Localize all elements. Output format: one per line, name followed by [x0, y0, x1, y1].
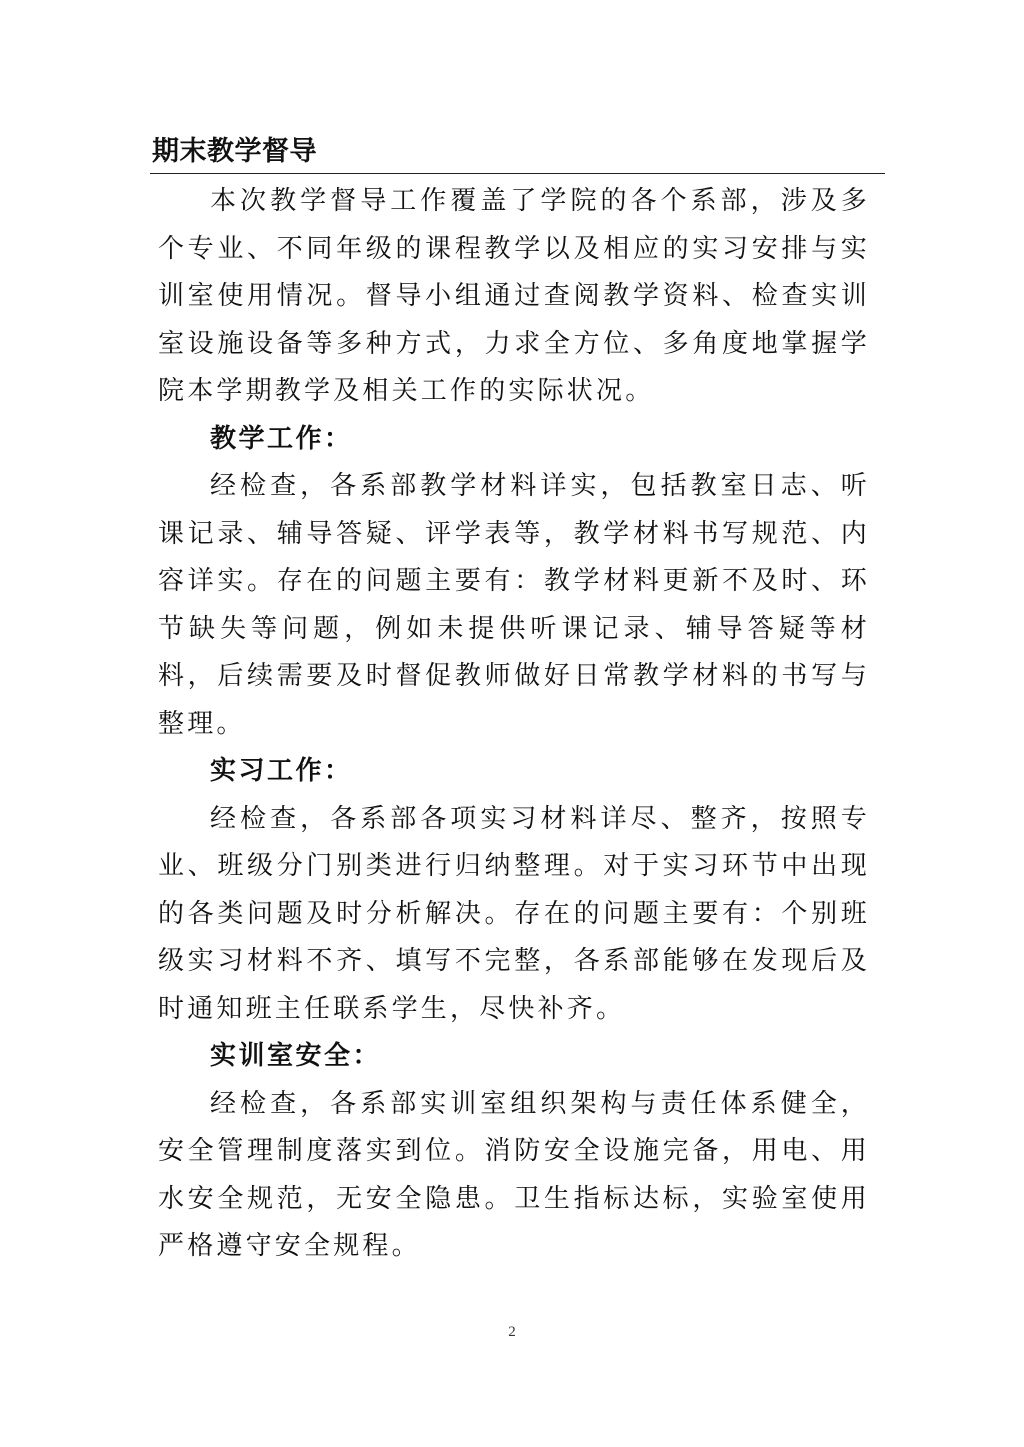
document-title: 期末教学督导	[152, 136, 317, 167]
section-body-teaching: 经检查，各系部教学材料详实，包括教室日志、听课记录、辅导答疑、评学表等，教学材料书写规范、内容详实。存在的问题主要有：教学材料更新不及时、环节缺失等问题，例如未提供听课记录、辅导答疑等材料，后续需要及时督促教师做好日常教学材料的书写与整理。	[158, 471, 870, 739]
section-body-internship: 经检查，各系部各项实习材料详尽、整齐，按照专业、班级分门别类进行归纳整理。对于实习环节中出现的各类问题及时分析解决。存在的问题主要有：个别班级实习材料不齐、填写不完整，各系部能够在发现后及时通知班主任联系学生，尽快补齐。	[158, 803, 870, 1024]
intro-paragraph: 本次教学督导工作覆盖了学院的各个系部，涉及多个专业、不同年级的课程教学以及相应的实习安排与实训室使用情况。督导小组通过查阅教学资料、检查实训室设施设备等多种方式，力求全方位、多角度地掌握学院本学期教学及相关工作的实际状况。	[158, 186, 870, 406]
section-body-lab-safety: 经检查，各系部实训室组织架构与责任体系健全，安全管理制度落实到位。消防安全设施完备，用电、用水安全规范，无安全隐患。卫生指标达标，实验室使用严格遵守安全规程。	[158, 1088, 870, 1261]
section-heading-internship: 实习工作：	[210, 756, 353, 786]
page-number: 2	[508, 1324, 516, 1340]
section-heading-lab-safety: 实训室安全：	[210, 1041, 382, 1071]
document-body	[158, 178, 870, 1271]
section-heading-teaching: 教学工作：	[210, 423, 353, 454]
title-underline	[150, 173, 885, 174]
